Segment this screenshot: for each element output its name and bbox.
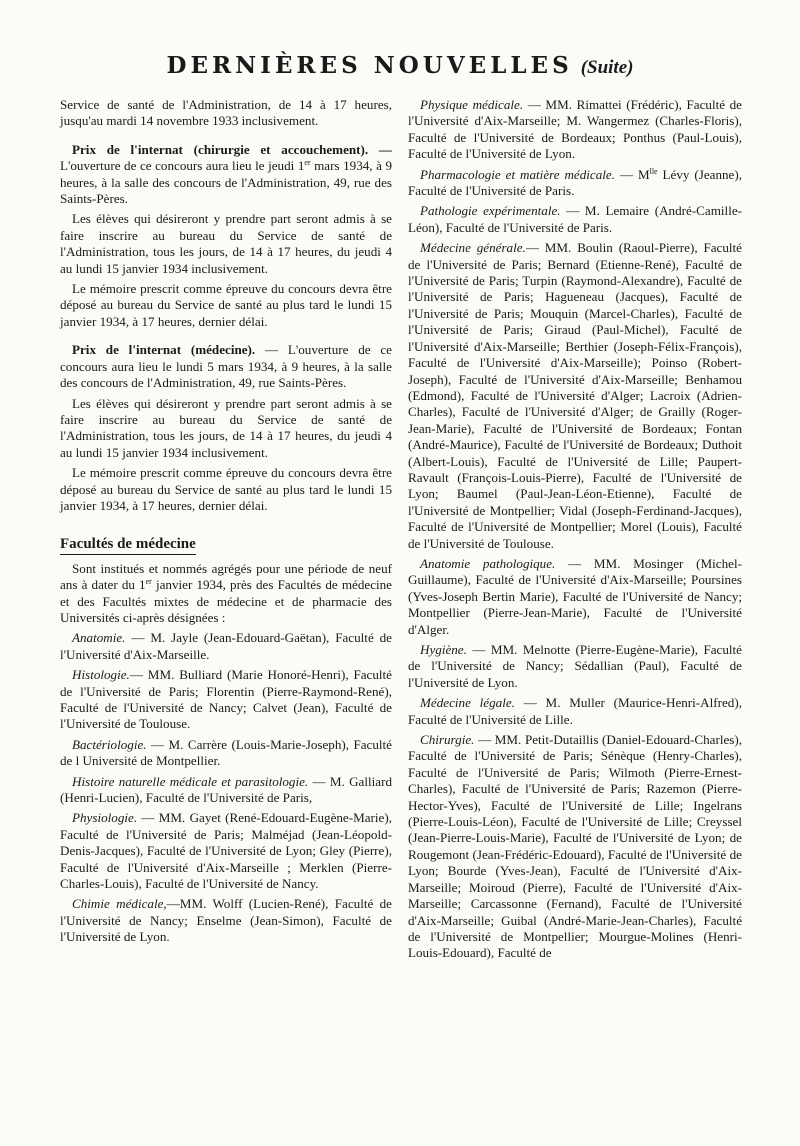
right-column	[408, 97, 742, 966]
entry-chimie-medicale: Chimie médicale,—MM. Wolff (Lucien-René), Faculté de l'Université de Nancy; Enselme (Jean-Simon), Faculté de l'Université de Lyon.	[60, 896, 392, 945]
page-header	[0, 52, 800, 79]
entry-pathologie-experimentale: Pathologie expérimentale. — M. Lemaire (André-Camille-Léon), Faculté de l'Université de Paris.	[408, 203, 742, 235]
header-title: DERNIÈRES NOUVELLES	[166, 52, 573, 79]
paragraph-chirurgie-inscription: Les élèves qui désireront y prendre part seront admis à se faire inscrire au bureau du Service de santé de l'Administration, tous les jours, de 14 à 17 heures, du jeudi 4 au lundi 15 janvier 1934 inclusivement.	[60, 211, 392, 276]
paragraph-chirurgie-memoire: Le mémoire prescrit comme épreuve du concours devra être déposé au bureau du Service de santé au plus tard le lundi 15 janvier 1934, à 17 heures, dernier délai.	[60, 281, 392, 329]
header-suite: (Suite)	[580, 57, 634, 78]
paragraph-intro-agreges: Sont institués et nommés agrégés pour une période de neuf ans à dater du 1er janvier 1934, près des Facultés de médecine et des Facultés mixtes de médecine et de pharmacie des Universités ci-après désignées :	[60, 560, 392, 625]
heading-prix-chirurgie: Prix de l'internat (chirurgie et accouchement). —	[72, 141, 392, 157]
heading-prix-medecine: Prix de l'internat (médecine).	[72, 342, 256, 358]
entry-physique-medicale: Physique médicale. — MM. Rimattei (Frédéric), Faculté de l'Université d'Aix-Marseille; M. Wangermez (Charles-Floris), Faculté de l'Université de Bordeaux; Ponthus (Paul-Louis), Faculté de l'Université de Lyon.	[408, 97, 742, 162]
paragraph-prix-chirurgie: Prix de l'internat (chirurgie et accouchement). — L'ouverture de ce concours aura lieu le jeudi 1er mars 1934, à 9 heures, à la salle des concours de l'Administration, 49, rue des Saints-Pères.	[60, 141, 392, 207]
entry-physiologie: Physiologie. — MM. Gayet (René-Edouard-Eugène-Marie), Faculté de l'Université de Paris; Malméjad (Jean-Léopold-Denis-Jacques), Faculté de l'Université de Lyon; Gley (Pierre), Faculté de l'Université d'Aix-Marseille ; Merklen (Pierre-Charles-Louis), Faculté de l'Université de Nancy.	[60, 810, 392, 892]
entry-medecine-generale: Médecine générale.— MM. Boulin (Raoul-Pierre), Faculté de l'Université de Paris; Bernard (Etienne-René), Faculté de l'Université de Paris; Turpin (Raymond-Alexandre), Faculté de l'Université de Paris; Hagueneau (Jacques), Faculté de l'Université de Paris; Mouquin (Marcel-Charles), Faculté de l'Université de Paris; Giraud (Paul-Michel), Faculté de l'Université d'Aix-Marseille; Berthier (Joseph-Félix-François), Faculté de l'Université d'Aix-Marseille); Poinso (Robert-Joseph), Faculté de l'Université d'Aix-Marseille; Benhamou (Edmond), Faculté de l'Université d'Alger; Lacroix (Adrien-Charles), Faculté de l'Université d'Alger; de Grailly (Roger-Jean-Marie), Faculté de l'Université de Bordeaux; Fontan (André-Maurice), Faculté de l'Université de Bordeaux; Duthoit (Albert-Louis), Faculté de l'Université de Lille; Paupert-Ravault (François-Louis-Pierre), Faculté de l'Université de Lyon; Baumel (Paul-Jean-Léon-Etienne), Faculté de l'Université de Montpellier; Vidal (Joseph-Ferdinand-Jacques), Faculté de l'Université de Montpellier; Morel (Louis), Faculté de l'Université de Toulouse.	[408, 240, 742, 551]
section-title-facultes: Facultés de médecine	[60, 536, 196, 554]
entry-pharmacologie: Pharmacologie et matière médicale. — $M^{lle}$ Lévy (Jeanne), Faculté de l'Université de Paris.	[408, 166, 742, 199]
left-column	[60, 97, 392, 950]
entry-medecine-legale: Médecine légale. — M. Muller (Maurice-Henri-Alfred), Faculté de l'Université de Lille.	[408, 695, 742, 727]
entry-hygiene: Hygiène. — MM. Melnotte (Pierre-Eugène-Marie), Faculté de l'Université de Nancy; Sédallian (Paul), Faculté de l'Université de Lyon.	[408, 642, 742, 690]
paragraph-continuation: Service de santé de l'Administration, de 14 à 17 heures, jusqu'au mardi 14 novembre 1933 inclusivement.	[60, 97, 392, 129]
entry-histologie: Histologie.— MM. Bulliard (Marie Honoré-Henri), Faculté de l'Université de Paris; Florentin (Pierre-Raymond-René), Faculté de l'Université de Nancy; Calvet (Jean), Faculté de l'Université de Toulouse.	[60, 667, 392, 732]
entry-histoire-naturelle: Histoire naturelle médicale et parasitologie. — M. Galliard (Henri-Lucien), Faculté de l'Université de Paris,	[60, 773, 393, 806]
entry-anatomie-pathologique: Anatomie pathologique. — MM. Mosinger (Michel-Guillaume), Faculté de l'Université d'Aix-Marseille; Poursines (Yves-Joseph Bertin Marie), Faculté de l'Université de Nancy; Montpellier (Pierre-Jean-Marie), Faculté de l'Université d'Alger.	[408, 555, 742, 637]
paragraph-medecine-memoire: Le mémoire prescrit comme épreuve du concours devra être déposé au bureau du Service de santé au plus tard le lundi 15 janvier 1934, à 17 heures, dernier délai.	[60, 465, 392, 513]
entry-chirurgie: Chirurgie. — MM. Petit-Dutaillis (Daniel-Edouard-Charles), Faculté de l'Université de Paris; Sénèque (Henry-Charles), Faculté de l'Université de Paris; Wilmoth (Pierre-Ernest-Charles), Faculté de l'Université de Paris; Razemon (Pierre-Hector-Yves), Faculté de l'Université de Lille; Ingelrans (Pierre-Louis-Léon), Faculté de l'Université de Lille; Creyssel (Jean-Pierre-Louis-Marie), Faculté de l'Université de Lyon; de Rougemont (Jean-Frédéric-Edouard), Faculté de l'Université de Lyon; Bourde (Yves-Jean), Faculté de l'Université d'Aix-Marseille; Moiroud (Pierre), Faculté de l'Université d'Aix-Marseille; Carcassonne (Fernand), Faculté de l'Université d'Aix-Marseille; Guibal (André-Marie-Jean-Charles), Faculté de l'Université de Montpellier; Mourgue-Molines (Henri-Louis-Edouard), Faculté de	[408, 732, 742, 961]
entry-bacteriologie: Bactériologie. — M. Carrère (Louis-Marie-Joseph), Faculté de l Université de Montpellier.	[60, 736, 392, 769]
paragraph-medecine-inscription: Les élèves qui désireront y prendre part seront admis à se faire inscrire au bureau du Service de santé de l'Administration, tous les jours, de 14 à 17 heures, du jeudi 4 au lundi 15 janvier 1934 inclusivement.	[60, 395, 392, 460]
entry-anatomie: Anatomie. — M. Jayle (Jean-Edouard-Gaëtan), Faculté de l'Université d'Aix-Marseille.	[60, 630, 392, 662]
paragraph-prix-medecine: Prix de l'internat (médecine). — L'ouverture de ce concours aura lieu le lundi 5 mars 1934, à 9 heures, à la salle des concours de l'Administration, 49, rue Saints-Pères.	[60, 342, 392, 391]
